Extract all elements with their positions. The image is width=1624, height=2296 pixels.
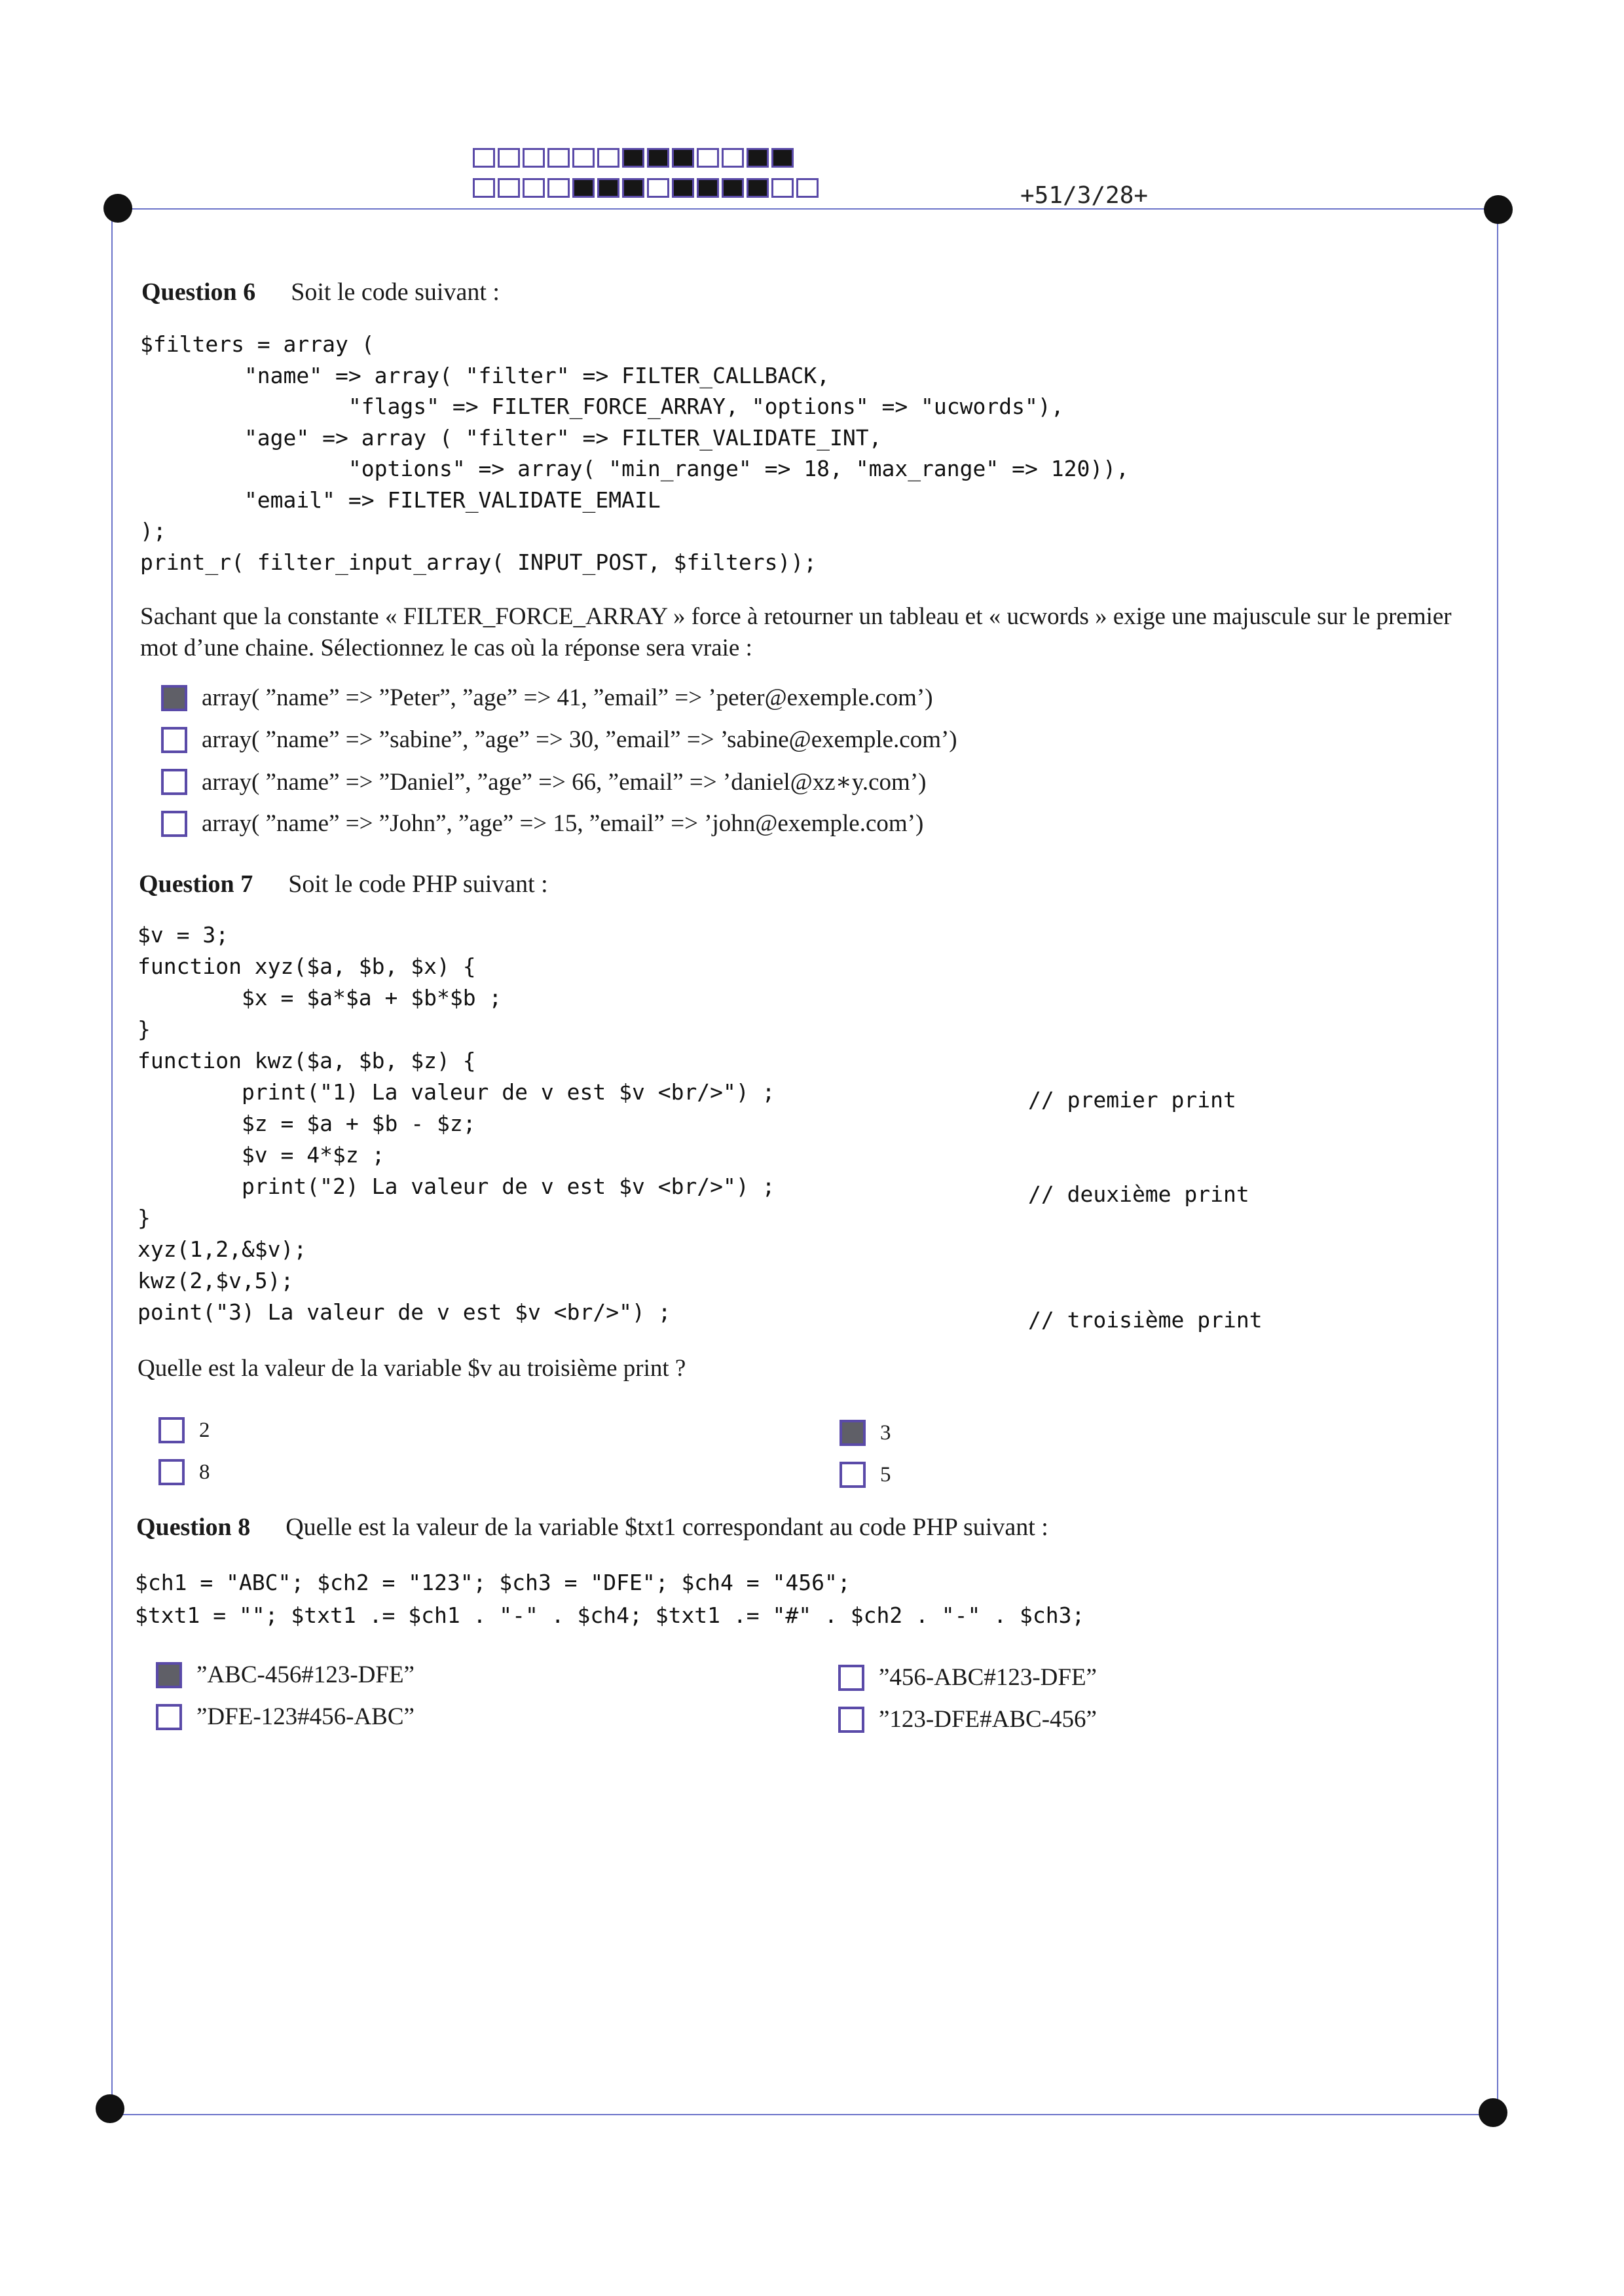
- comment-premier-print: // premier print: [1028, 1087, 1236, 1113]
- question-8-option-2[interactable]: [838, 1663, 1097, 1692]
- barcode-cell: [597, 178, 619, 198]
- barcode-cell: [672, 148, 694, 168]
- barcode-cell: [498, 148, 520, 168]
- corner-marker-bottom-right: [1479, 2098, 1507, 2127]
- barcode-cell: [547, 148, 570, 168]
- option-label: 5: [880, 1462, 891, 1487]
- corner-marker-bottom-left: [96, 2094, 124, 2123]
- barcode-cell: [597, 148, 619, 168]
- question-7-code: $v = 3; function xyz($a, $b, $x) { $x = $a*$a + $b*$b ; } function kwz($a, $b, $z) { print("1) La valeur de v est $v <br/>") ; $z = $a + $b - $z; $v = 4*$z ; print("2) La valeur de v est $v <br/>") ; } xyz(1,2,&$v); kwz(2,$v,5); point("3) La valeur de v est $v <br/>") ;: [138, 922, 775, 1325]
- option-label: 8: [199, 1460, 210, 1484]
- question-8-heading: [136, 1513, 1048, 1542]
- barcode-cell: [672, 178, 694, 198]
- option-label: 3: [880, 1420, 891, 1445]
- barcode-cell: [523, 148, 545, 168]
- question-8-option-4[interactable]: [838, 1705, 1097, 1733]
- question-7-option-3[interactable]: [158, 1459, 210, 1485]
- checkbox[interactable]: [161, 727, 187, 753]
- question-6-number: Question 6: [141, 278, 256, 306]
- page-id: +51/3/28+: [1020, 182, 1149, 209]
- checkbox-checked[interactable]: [161, 685, 187, 711]
- checkbox[interactable]: [838, 1707, 864, 1733]
- question-7-option-1[interactable]: [158, 1417, 210, 1443]
- question-7-option-4[interactable]: [840, 1462, 891, 1488]
- option-label: ”DFE-123#456-ABC”: [196, 1703, 415, 1730]
- checkbox[interactable]: [838, 1665, 864, 1691]
- corner-marker-top-left: [103, 194, 132, 223]
- barcode-cell: [622, 178, 644, 198]
- option-label: array( ”name” => ”sabine”, ”age” => 30, ”email” => ’sabine@exemple.com’): [202, 726, 957, 753]
- barcode-cell: [722, 148, 744, 168]
- question-6-title: Soit le code suivant :: [291, 278, 500, 306]
- barcode-cell: [473, 148, 495, 168]
- comment-deuxieme-print: // deuxième print: [1028, 1181, 1249, 1207]
- question-8-code: $ch1 = "ABC"; $ch2 = "123"; $ch3 = "DFE"; $ch4 = "456"; $txt1 = ""; $txt1 .= $ch1 . "-" . $ch4; $txt1 .= "#" . $ch2 . "-" . $ch3;: [135, 1570, 1085, 1628]
- question-7-number: Question 7: [139, 870, 253, 898]
- checkbox[interactable]: [161, 769, 187, 795]
- option-label: ”456-ABC#123-DFE”: [879, 1664, 1097, 1691]
- barcode-cell: [747, 148, 769, 168]
- checkbox[interactable]: [158, 1459, 185, 1485]
- barcode-cell: [647, 148, 669, 168]
- question-8-option-3[interactable]: [156, 1703, 415, 1731]
- question-7-text: Quelle est la valeur de la variable $v au troisième print ?: [138, 1355, 686, 1382]
- barcode-cell: [622, 148, 644, 168]
- checkbox[interactable]: [156, 1704, 182, 1730]
- barcode-cell: [722, 178, 744, 198]
- option-label: ”ABC-456#123-DFE”: [196, 1661, 415, 1688]
- checkbox[interactable]: [158, 1417, 185, 1443]
- question-7-title: Soit le code PHP suivant :: [288, 870, 548, 898]
- question-6-option-2[interactable]: [161, 726, 957, 754]
- barcode-cell: [771, 178, 794, 198]
- barcode-cell: [523, 178, 545, 198]
- barcode-cell: [796, 178, 819, 198]
- option-label: array( ”name” => ”Peter”, ”age” => 41, ”email” => ’peter@exemple.com’): [202, 684, 933, 711]
- barcode-cell: [697, 178, 719, 198]
- option-label: array( ”name” => ”Daniel”, ”age” => 66, ”email” => ’daniel@xz∗y.com’): [202, 769, 927, 796]
- corner-marker-top-right: [1484, 195, 1513, 224]
- question-6-option-4[interactable]: [161, 809, 923, 838]
- barcode-cell: [572, 148, 595, 168]
- barcode-cell: [647, 178, 669, 198]
- barcode-cell: [547, 178, 570, 198]
- barcode-cell: [747, 178, 769, 198]
- checkbox-checked[interactable]: [156, 1662, 182, 1688]
- barcode-cell: [697, 148, 719, 168]
- checkbox-checked[interactable]: [840, 1420, 866, 1446]
- checkbox[interactable]: [161, 811, 187, 837]
- checkbox[interactable]: [840, 1462, 866, 1488]
- question-8-option-1[interactable]: [156, 1661, 415, 1689]
- barcode-cell: [473, 178, 495, 198]
- option-label: 2: [199, 1418, 210, 1442]
- option-label: array( ”name” => ”John”, ”age” => 15, ”email” => ’john@exemple.com’): [202, 810, 924, 837]
- comment-troisieme-print: // troisième print: [1028, 1307, 1263, 1333]
- option-label: ”123-DFE#ABC-456”: [879, 1706, 1097, 1733]
- barcode-row-1: [473, 148, 796, 168]
- question-7-option-2[interactable]: [840, 1420, 891, 1446]
- barcode-cell: [771, 148, 794, 168]
- question-8-number: Question 8: [136, 1513, 251, 1541]
- question-8-title: Quelle est la valeur de la variable $txt1 correspondant au code PHP suivant :: [286, 1513, 1048, 1541]
- question-6-text: Sachant que la constante « FILTER_FORCE_ARRAY » force à retourner un tableau et « ucwords » exige une majuscule sur le premier mot d’une chaine. Sélectionnez le cas où la réponse sera vraie :: [140, 603, 1452, 661]
- question-6-option-1[interactable]: [161, 684, 933, 712]
- question-7-heading: [139, 870, 548, 898]
- barcode-cell: [498, 178, 520, 198]
- barcode-row-2: [473, 178, 821, 198]
- question-6-option-3[interactable]: [161, 768, 926, 796]
- question-6-code: $filters = array ( "name" => array( "filter" => FILTER_CALLBACK, "flags" => FILTER_FORCE_ARRAY, "options" => "ucwords"), "age" => array ( "filter" => FILTER_VALIDATE_INT, "options" => array( "min_range" => 18, "max_range" => 120)), "email" => FILTER_VALIDATE_EMAIL ); print_r( filter_input_array( INPUT_POST, $filters));: [140, 331, 1129, 575]
- question-6-heading: [141, 278, 500, 306]
- barcode-cell: [572, 178, 595, 198]
